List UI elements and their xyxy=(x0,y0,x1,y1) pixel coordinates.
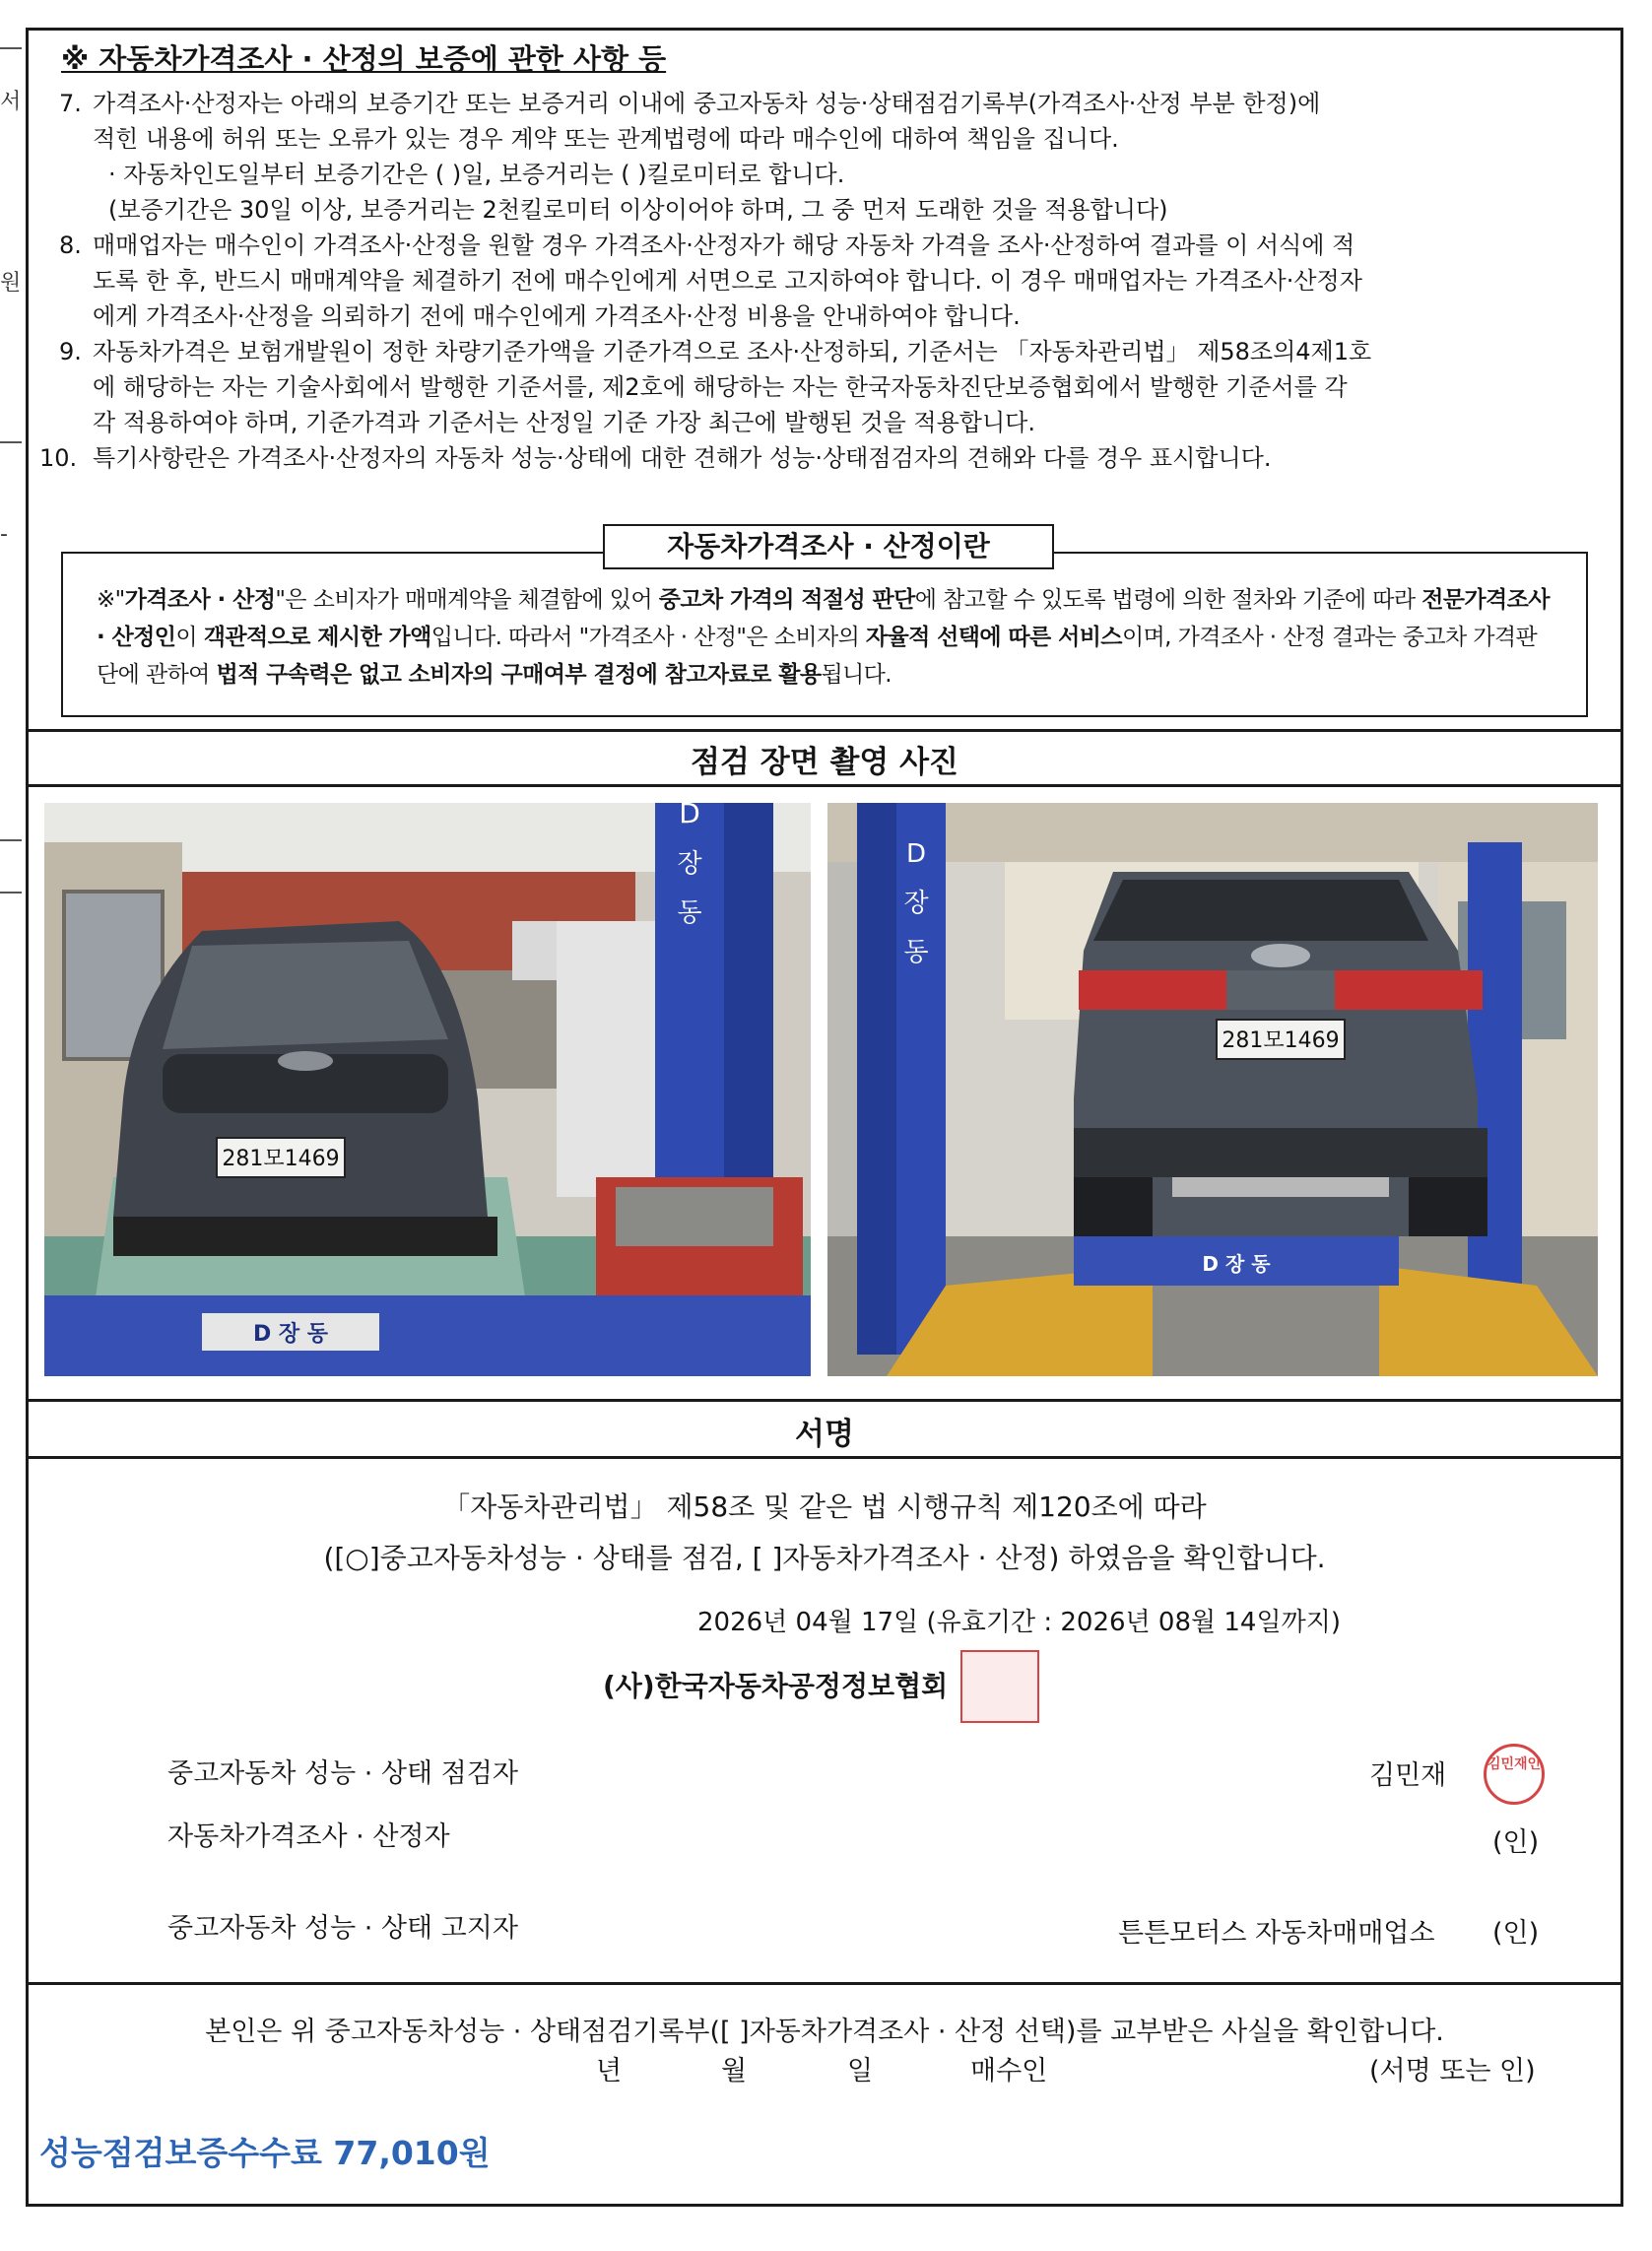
note-sub-line: (보증기간은 30일 이상, 보증거리는 2천킬로미터 이상이어야 하며, 그 중 먼저 도래한 것을 적용합니다) xyxy=(108,196,1168,224)
note-sub-line: · 자동차인도일부터 보증기간은 ( )일, 보증거리는 ( )킬로미터로 합니다. xyxy=(108,161,845,188)
lift-label: D 장 동 xyxy=(1202,1252,1271,1276)
warranty-notes xyxy=(39,37,1596,476)
inspector-stamp: 김민재인 xyxy=(1484,1744,1545,1805)
front-photo-drawing xyxy=(44,803,811,1376)
rear-photo-drawing xyxy=(827,803,1598,1376)
section-divider xyxy=(26,1399,1623,1402)
note-item-7 xyxy=(39,86,1596,157)
inspection-date: 2026년 04월 17일 (유효기간 : 2026년 08월 14일까지) xyxy=(697,1608,1341,1637)
note-number: 9. xyxy=(59,338,82,365)
def-fragment: ※" xyxy=(97,587,125,613)
def-emphasis: 가격조사 · 산정 xyxy=(124,587,276,613)
organization-name: (사)한국자동차공정정보협회 xyxy=(603,1670,949,1702)
note-item-9 xyxy=(39,334,1596,440)
note-line: 각 적용하여야 하며, 기준가격과 기준서는 산정일 기준 가장 최근에 발행된 것을 적용합니다. xyxy=(93,409,1035,436)
note-line: 매매업자는 매수인이 가격조사·산정을 원할 경우 가격조사·산정자가 해당 자동차 가격을 조사·산정하여 결과를 이 서식에 적 xyxy=(93,232,1355,259)
section-divider xyxy=(26,1982,1623,1985)
note-line: 도록 한 후, 반드시 매매계약을 체결하기 전에 매수인에게 서면으로 고지하여야 합니다. 이 경우 매매업자는 가격조사·산정자 xyxy=(93,267,1362,295)
def-fragment: 입니다. 따라서 "가격조사 · 산정"은 소비자의 xyxy=(430,625,866,650)
pillar-label: 동 xyxy=(677,898,702,928)
def-emphasis: 법적 구속력은 없고 소비자의 구매여부 결정에 참고자료로 활용 xyxy=(216,662,822,688)
pillar-label: D xyxy=(905,839,927,869)
inspection-fee-note: 성능점검보증수수료 77,010원 xyxy=(39,2134,491,2172)
def-fragment: "은 소비자가 매매계약을 체결함에 있어 xyxy=(275,587,659,613)
appraiser-label: 자동차가격조사 · 산정자 xyxy=(167,1821,450,1852)
def-fragment: 이며, 가격조사 · 산정 결과는 중고차 가격판단에 관하여 xyxy=(97,625,1538,688)
section-divider xyxy=(26,729,1623,732)
front-inspection-photo xyxy=(44,803,811,1376)
inspection-confirm-line: ([○]중고자동차성능 · 상태를 점검, [ ]자동차가격조사 · 산정) 하였음을 확인합니다. xyxy=(323,1542,1326,1574)
def-emphasis: 객관적으로 제시한 가액 xyxy=(203,625,431,650)
def-emphasis: 전문가격조사 · 산정인 xyxy=(97,587,1550,650)
margin-fragment: - xyxy=(0,522,8,547)
margin-fragment: 원 xyxy=(0,271,22,296)
def-fragment: 됩니다. xyxy=(821,662,892,688)
inspector-label: 중고자동차 성능 · 상태 점검자 xyxy=(167,1758,518,1789)
def-emphasis: 자율적 선택에 따른 서비스 xyxy=(865,625,1122,650)
margin-rule xyxy=(0,441,22,443)
pillar-label: D xyxy=(679,803,700,829)
appraiser-seal-mark: (인) xyxy=(1492,1827,1540,1858)
note-number: 7. xyxy=(59,90,82,117)
note-line: 자동차가격은 보험개발원이 정한 차량기준가액을 기준가격으로 조사·산정하되, 기준서는 「자동차관리법」 제58조의4제1호 xyxy=(93,338,1372,365)
buyer-signature-mark: (서명 또는 인) xyxy=(1369,2056,1536,2086)
margin-rule xyxy=(0,892,22,894)
margin-rule xyxy=(0,839,22,841)
receipt-month: 월 xyxy=(721,2056,748,2086)
pillar-label: 장 xyxy=(903,889,929,918)
note-number: 8. xyxy=(59,232,82,259)
def-fragment: 에 참고할 수 있도록 법령에 의한 절차와 기준에 따라 xyxy=(914,587,1422,613)
note-line: 특기사항란은 가격조사·산정자의 자동차 성능·상태에 대한 견해가 성능·상태점검자의 견해와 다를 경우 표시합니다. xyxy=(93,444,1272,472)
inspector-name: 김민재 xyxy=(1369,1760,1447,1791)
signature-section-title: 서명 xyxy=(795,1417,854,1452)
front-plate-text: 281모1469 xyxy=(222,1147,340,1171)
def-emphasis: 중고차 가격의 적절성 판단 xyxy=(658,587,915,613)
pillar-label: 장 xyxy=(677,849,702,879)
section-divider xyxy=(26,784,1623,787)
photo-section-title: 점검 장면 촬영 사진 xyxy=(691,745,958,780)
rear-inspection-photo xyxy=(827,803,1598,1376)
receipt-statement: 본인은 위 중고자동차성능 · 상태점검기록부([ ]자동차가격조사 · 산정 선택)를 교부받은 사실을 확인합니다. xyxy=(205,2017,1444,2047)
margin-rule xyxy=(0,47,22,49)
left-margin-strip xyxy=(0,0,22,2251)
law-reference-line: 「자동차관리법」 제58조 및 같은 법 시행규칙 제120조에 따라 xyxy=(442,1490,1207,1523)
notifier-label: 중고자동차 성능 · 상태 고지자 xyxy=(167,1913,518,1944)
definition-title: 자동차가격조사 · 산정이란 xyxy=(603,524,1054,569)
buyer-label: 매수인 xyxy=(970,2056,1048,2086)
definition-text xyxy=(97,581,1554,694)
lift-label: D 장 동 xyxy=(252,1322,329,1347)
notifier-name: 튼튼모터스 자동차매매업소 xyxy=(1118,1918,1435,1949)
note-line: 적힌 내용에 허위 또는 오류가 있는 경우 계약 또는 관계법령에 따라 매수인에 대하여 책임을 집니다. xyxy=(93,125,1119,153)
note-line: 에 해당하는 자는 기술사회에서 발행한 기준서를, 제2호에 해당하는 자는 한국자동차진단보증협회에서 발행한 기준서를 각 xyxy=(93,373,1348,401)
note-line: 가격조사·산정자는 아래의 보증기간 또는 보증거리 이내에 중고자동차 성능·상태점검기록부(가격조사·산정 부분 한정)에 xyxy=(93,90,1321,117)
note-line: 에게 가격조사·산정을 의뢰하기 전에 매수인에게 가격조사·산정 비용을 안내하여야 합니다. xyxy=(93,302,1021,330)
pillar-label: 동 xyxy=(903,938,929,967)
organization-seal xyxy=(960,1650,1039,1723)
note-item-10 xyxy=(39,440,1596,476)
note-number: 10. xyxy=(39,444,78,472)
receipt-year: 년 xyxy=(596,2056,623,2086)
def-fragment: 이 xyxy=(175,625,204,650)
rear-plate-text: 281모1469 xyxy=(1222,1028,1340,1053)
receipt-day: 일 xyxy=(847,2056,874,2086)
note-item-8 xyxy=(39,228,1596,334)
warranty-heading: ※ 자동차가격조사 · 산정의 보증에 관한 사항 등 xyxy=(61,42,667,76)
section-divider xyxy=(26,1456,1623,1459)
notifier-seal-mark: (인) xyxy=(1492,1918,1540,1949)
margin-fragment: 서 xyxy=(0,90,22,114)
